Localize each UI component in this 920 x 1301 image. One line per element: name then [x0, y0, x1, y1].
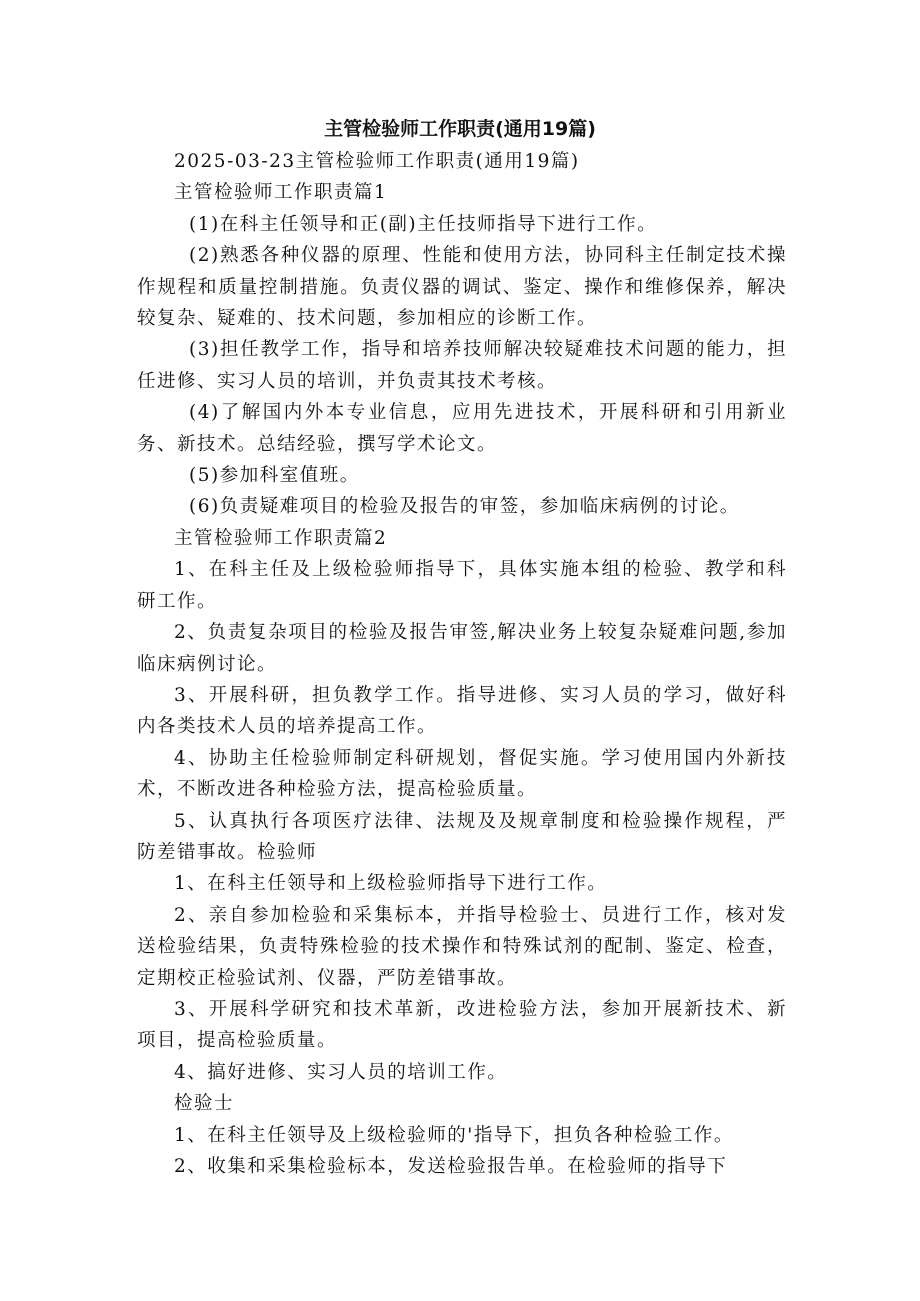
document-paragraph: (5)参加科室值班。	[189, 465, 360, 487]
document-paragraph: 1、在科主任领导及上级检验师的'指导下，担负各种检验工作。	[174, 1124, 734, 1146]
document-paragraph: 2、负责复杂项目的检验及报告审签,解决业务上较复杂疑难问题,参加临床病例讨论。	[137, 622, 787, 675]
document-paragraph: 3、开展科研，担负教学工作。指导进修、实习人员的学习，做好科内各类技术人员的培养提高工作。	[137, 684, 787, 738]
document-paragraph: 4、协助主任检验师制定科研规划，督促实施。学习使用国内外新技术，不断改进各种检验方法，提高检验质量。	[137, 747, 787, 801]
document-paragraph: 检验士	[174, 1093, 235, 1115]
document-paragraph: 4、搞好进修、实习人员的培训工作。	[174, 1061, 508, 1083]
document-body	[137, 146, 787, 1182]
document-paragraph: (6)负责疑难项目的检验及报告的审签，参加临床病例的讨论。	[189, 496, 740, 518]
document-paragraph: 2、亲自参加检验和采集标本，并指导检验士、员进行工作，核对发送检验结果，负责特殊检验的技术操作和特殊试剂的配制、鉴定、检查，定期校正检验试剂、仪器，严防差错事故。	[137, 904, 787, 989]
document-paragraph: 2025-03-23主管检验师工作职责(通用19篇)	[174, 151, 580, 172]
document-paragraph: 主管检验师工作职责篇1	[174, 182, 388, 204]
document-paragraph: (2)熟悉各种仪器的原理、性能和使用方法，协同科主任制定技术操作规程和质量控制措施。负责仪器的调试、鉴定、操作和维修保养，解决较复杂、疑难的、技术问题，参加相应的诊断工作。	[137, 245, 787, 330]
document-paragraph: 2、收集和采集检验标本，发送检验报告单。在检验师的指导下	[174, 1156, 728, 1177]
document-paragraph: (1)在科主任领导和正(副)主任技师指导下进行工作。	[189, 213, 658, 235]
document-paragraph: 1、在科主任领导和上级检验师指导下进行工作。	[174, 873, 608, 895]
document-paragraph: (4)了解国内外本专业信息，应用先进技术，开展科研和引用新业务、新技术。总结经验，撰写学术论文。	[137, 402, 787, 455]
document-paragraph: 1、在科主任及上级检验师指导下，具体实施本组的检验、教学和科研工作。	[137, 559, 787, 612]
document-paragraph: 3、开展科学研究和技术革新，改进检验方法，参加开展新技术、新项目，提高检验质量。	[137, 998, 787, 1052]
document-paragraph: 5、认真执行各项医疗法律、法规及及规章制度和检验操作规程，严防差错事故。检验师	[137, 810, 787, 863]
document-paragraph: 主管检验师工作职责篇2	[174, 527, 388, 549]
document-title: 主管检验师工作职责(通用19篇)	[324, 118, 596, 140]
document-paragraph: (3)担任教学工作，指导和培养技师解决较疑难技术问题的能力，担任进修、实习人员的培训，并负责其技术考核。	[137, 339, 787, 392]
